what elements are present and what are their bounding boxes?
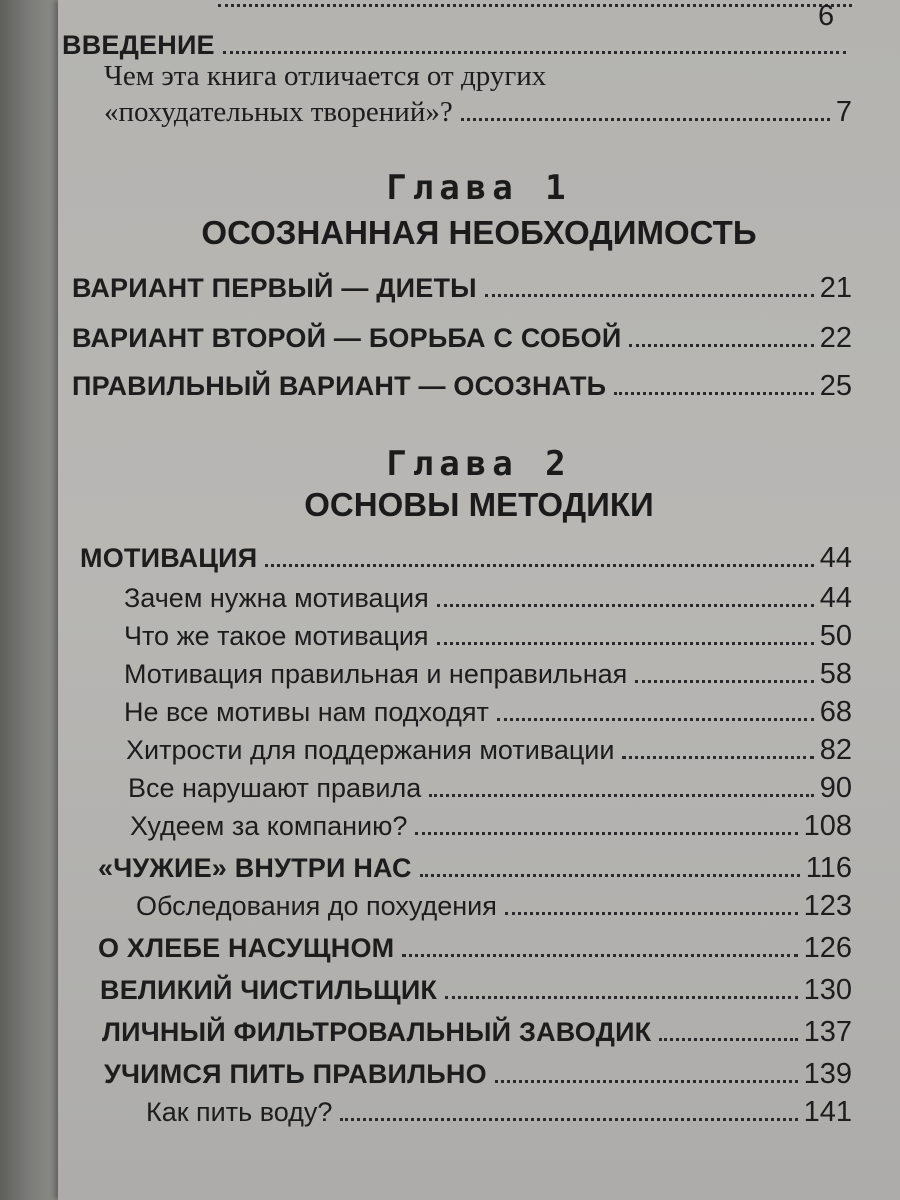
dot-leader [445, 996, 798, 999]
toc-entry-page: 108 [803, 810, 852, 842]
dot-leader [415, 832, 797, 835]
toc-entry-title: Обследования до похудения [136, 891, 497, 921]
toc-entry-page: 139 [803, 1058, 852, 1090]
toc-entry-title: ВВЕДЕНИЕ [62, 30, 215, 60]
dot-leader [437, 642, 814, 645]
dot-leader [622, 756, 813, 759]
toc-entry-page: 50 [819, 620, 852, 652]
toc-entry-page: 21 [819, 272, 852, 304]
toc-entry-title: Все нарушают правила [128, 773, 422, 803]
toc-subentry [136, 890, 852, 923]
toc-subentry [124, 582, 852, 615]
toc-entry-title: «ЧУЖИЕ» ВНУТРИ НАС [98, 853, 412, 883]
toc-entry-title: ПРАВИЛЬНЫЙ ВАРИАНТ — ОСОЗНАТЬ [72, 371, 607, 401]
chapter-heading: Глава 1 [386, 168, 572, 208]
dot-leader [659, 1038, 797, 1041]
toc-subentry [128, 772, 852, 805]
toc-entry-page: 68 [819, 696, 852, 728]
chapter-name: ОСОЗНАННАЯ НЕОБХОДИМОСТЬ [201, 214, 757, 251]
toc-entry-title: Что же такое мотивация [124, 621, 429, 651]
toc-entry-title: Мотивация правильная и неправильная [124, 659, 628, 689]
book-spine-shadow [0, 0, 60, 1200]
toc-entry-page: 58 [819, 658, 852, 690]
toc-entry-page: 22 [819, 322, 852, 354]
toc-subentry [124, 658, 852, 691]
toc-entry-intro-page [818, 0, 834, 33]
toc-entry-page: 141 [803, 1096, 852, 1128]
toc-entry-title: О ХЛЕБЕ НАСУЩНОМ [98, 933, 395, 963]
toc-continuation-line [58, 4, 858, 14]
dot-leader [635, 680, 813, 683]
toc-entry-title: ЛИЧНЫЙ ФИЛЬТРОВАЛЬНЫЙ ЗАВОДИК [102, 1017, 652, 1047]
dot-leader [485, 294, 814, 297]
toc-entry-title: Зачем нужна мотивация [124, 583, 429, 613]
toc-entry-page: 130 [803, 974, 852, 1006]
dot-leader [505, 912, 798, 915]
toc-entry-page: 137 [803, 1016, 852, 1048]
toc-entry-title: ВАРИАНТ ПЕРВЫЙ — ДИЕТЫ [72, 273, 477, 303]
toc-entry-title: «похудательных творений»? [104, 96, 453, 128]
toc-subentry-intro-line2 [104, 96, 852, 129]
toc-entry-page: 82 [819, 734, 852, 766]
dot-leader [437, 604, 814, 607]
toc-entry-title: ВАРИАНТ ВТОРОЙ — БОРЬБА С СОБОЙ [72, 323, 622, 353]
toc-entry-page: 6 [818, 0, 835, 32]
toc-entry-page: 126 [803, 932, 852, 964]
toc-entry-page: 7 [835, 96, 852, 128]
dot-leader [218, 4, 852, 7]
toc-entry [98, 852, 852, 885]
toc-entry-page: 116 [805, 852, 852, 884]
dot-leader [420, 874, 800, 877]
toc-entry-title: Хитрости для поддержания мотивации [126, 735, 615, 765]
dot-leader [629, 344, 813, 347]
toc-entry [72, 272, 852, 305]
toc-entry-title: МОТИВАЦИЯ [80, 543, 258, 573]
chapter-name: ОСНОВЫ МЕТОДИКИ [304, 486, 654, 523]
toc-entry-page: 90 [819, 772, 852, 804]
toc-entry-page: 25 [819, 370, 852, 402]
toc-subentry [146, 1096, 852, 1129]
dot-leader [614, 392, 813, 395]
toc-entry [80, 542, 852, 575]
book-page [58, 0, 900, 1200]
toc-entry-title: Не все мотивы нам подходят [124, 697, 489, 727]
toc-subentry-intro-line1 [104, 60, 546, 93]
toc-entry-page: 123 [803, 890, 852, 922]
toc-entry-title: Чем эта книга отличается от других [104, 60, 547, 92]
toc-entry-page: 44 [819, 582, 852, 614]
dot-leader [265, 564, 813, 567]
toc-entry-page: 44 [819, 542, 852, 574]
toc-entry [104, 1058, 852, 1091]
dot-leader [340, 1118, 797, 1121]
toc-entry-title: УЧИМСЯ ПИТЬ ПРАВИЛЬНО [104, 1059, 487, 1089]
toc-subentry [124, 696, 852, 729]
dot-leader [402, 954, 797, 957]
toc-entry-title: Как пить воду? [146, 1097, 333, 1127]
toc-entry [102, 1016, 852, 1049]
toc-entry [72, 370, 852, 403]
toc-subentry [130, 810, 852, 843]
dot-leader [429, 794, 814, 797]
toc-entry-title: Худеем за компанию? [130, 811, 408, 841]
toc-entry [100, 974, 852, 1007]
toc-entry-intro [62, 30, 852, 61]
toc-entry [72, 322, 852, 355]
chapter-heading: Глава 2 [386, 444, 572, 484]
dot-leader [497, 718, 814, 721]
dot-leader [223, 51, 846, 54]
dot-leader [495, 1080, 798, 1083]
toc-entry [98, 932, 852, 965]
dot-leader [461, 118, 830, 121]
toc-entry-title: ВЕЛИКИЙ ЧИСТИЛЬЩИК [100, 975, 438, 1005]
toc-subentry [124, 620, 852, 653]
toc-subentry [126, 734, 852, 767]
